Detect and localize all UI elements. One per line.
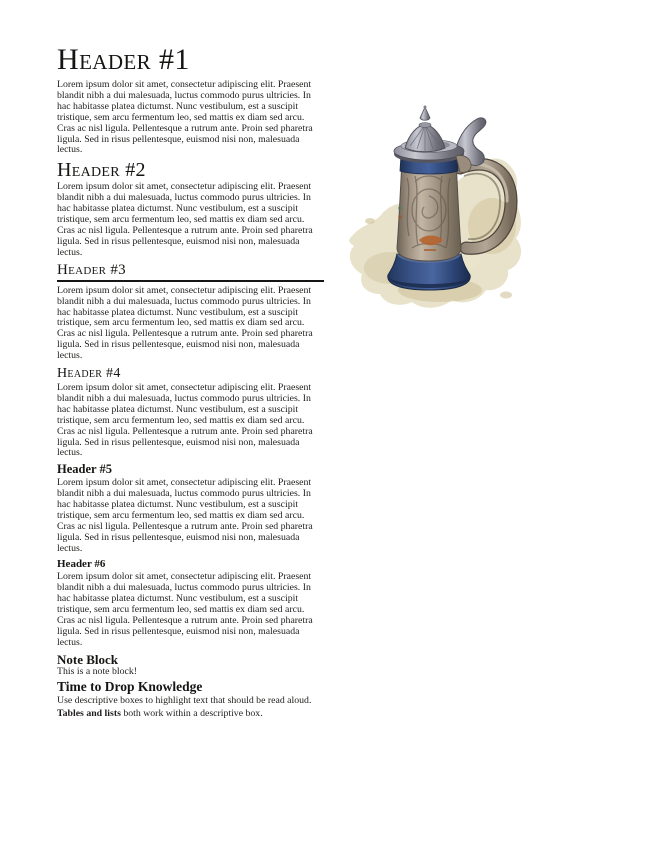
heading-6: Header #6 bbox=[57, 557, 106, 570]
paragraph-1: Lorem ipsum dolor sit amet, consectetur adipiscing elit. Praesent blandit nibh a dui malesuada, luctus commodo purus ultricies. In hac habitasse platea dictumst. Nunc vestibulum, est a suscipit tristique, sem arcu fermentum leo, sed mattis ex diam sed arcu. Cras ac nisl ligula. Pellentesque a rutrum ante. Proin sed pharetra ligula. Sed in risus pellentesque, euismod nisi non, malesuada lectus. bbox=[57, 79, 313, 156]
heading-5: Header #5 bbox=[57, 462, 112, 477]
tables-bold-lead: Tables and lists bbox=[57, 707, 121, 719]
paragraph-5: Lorem ipsum dolor sit amet, consectetur adipiscing elit. Praesent blandit nibh a dui malesuada, luctus commodo purus ultricies. In hac habitasse platea dictumst. Nunc vestibulum, est a suscipit tristique, sem arcu fermentum leo, sed mattis ex diam sed arcu. Cras ac nisl ligula. Pellentesque a rutrum ante. Proin sed pharetra ligula. Sed in risus pellentesque, euismod nisi non, malesuada lectus. bbox=[57, 477, 313, 554]
heading-1: Header #1 bbox=[57, 43, 190, 76]
heading-3: Header #3 bbox=[57, 263, 324, 282]
paragraph-2: Lorem ipsum dolor sit amet, consectetur adipiscing elit. Praesent blandit nibh a dui malesuada, luctus commodo purus ultricies. In hac habitasse platea dictumst. Nunc vestibulum, est a suscipit tristique, sem arcu fermentum leo, sed mattis ex diam sed arcu. Cras ac nisl ligula. Pellentesque a rutrum ante. Proin sed pharetra ligula. Sed in risus pellentesque, euismod nisi non, malesuada lectus. bbox=[57, 181, 313, 258]
beer-stein-svg bbox=[340, 98, 530, 313]
text-column bbox=[57, 45, 324, 721]
knowledge-body: Use descriptive boxes to highlight text that should be read aloud. bbox=[57, 694, 312, 706]
heading-2: Header #2 bbox=[57, 159, 146, 182]
note-block-body: This is a note block! bbox=[57, 666, 137, 678]
paragraph-3: Lorem ipsum dolor sit amet, consectetur adipiscing elit. Praesent blandit nibh a dui malesuada, luctus commodo purus ultricies. In hac habitasse platea dictumst. Nunc vestibulum, est a suscipit tristique, sem arcu fermentum leo, sed mattis ex diam sed arcu. Cras ac nisl ligula. Pellentesque a rutrum ante. Proin sed pharetra ligula. Sed in risus pellentesque, euismod nisi non, malesuada lectus. bbox=[57, 284, 313, 362]
stein-body bbox=[397, 160, 461, 261]
lid-finial bbox=[420, 107, 430, 120]
knowledge-title: Time to Drop Knowledge bbox=[57, 678, 203, 694]
heading-4: Header #4 bbox=[57, 366, 121, 382]
tables-rest: both work within a descriptive box. bbox=[120, 707, 263, 719]
note-block-title: Note Block bbox=[57, 651, 119, 667]
paragraph-4: Lorem ipsum dolor sit amet, consectetur adipiscing elit. Praesent blandit nibh a dui malesuada, luctus commodo purus ultricies. In hac habitasse platea dictumst. Nunc vestibulum, est a suscipit tristique, sem arcu fermentum leo, sed mattis ex diam sed arcu. Cras ac nisl ligula. Pellentesque a rutrum ante. Proin sed pharetra ligula. Sed in risus pellentesque, euismod nisi non, malesuada lectus. bbox=[57, 382, 313, 459]
beer-stein-illustration bbox=[340, 98, 530, 313]
knowledge-tables-line bbox=[57, 709, 324, 720]
paragraph-6: Lorem ipsum dolor sit amet, consectetur adipiscing elit. Praesent blandit nibh a dui malesuada, luctus commodo purus ultricies. In hac habitasse platea dictumst. Nunc vestibulum, est a suscipit tristique, sem arcu fermentum leo, sed mattis ex diam sed arcu. Cras ac nisl ligula. Pellentesque a rutrum ante. Proin sed pharetra ligula. Sed in risus pellentesque, euismod nisi non, malesuada lectus. bbox=[57, 571, 313, 648]
